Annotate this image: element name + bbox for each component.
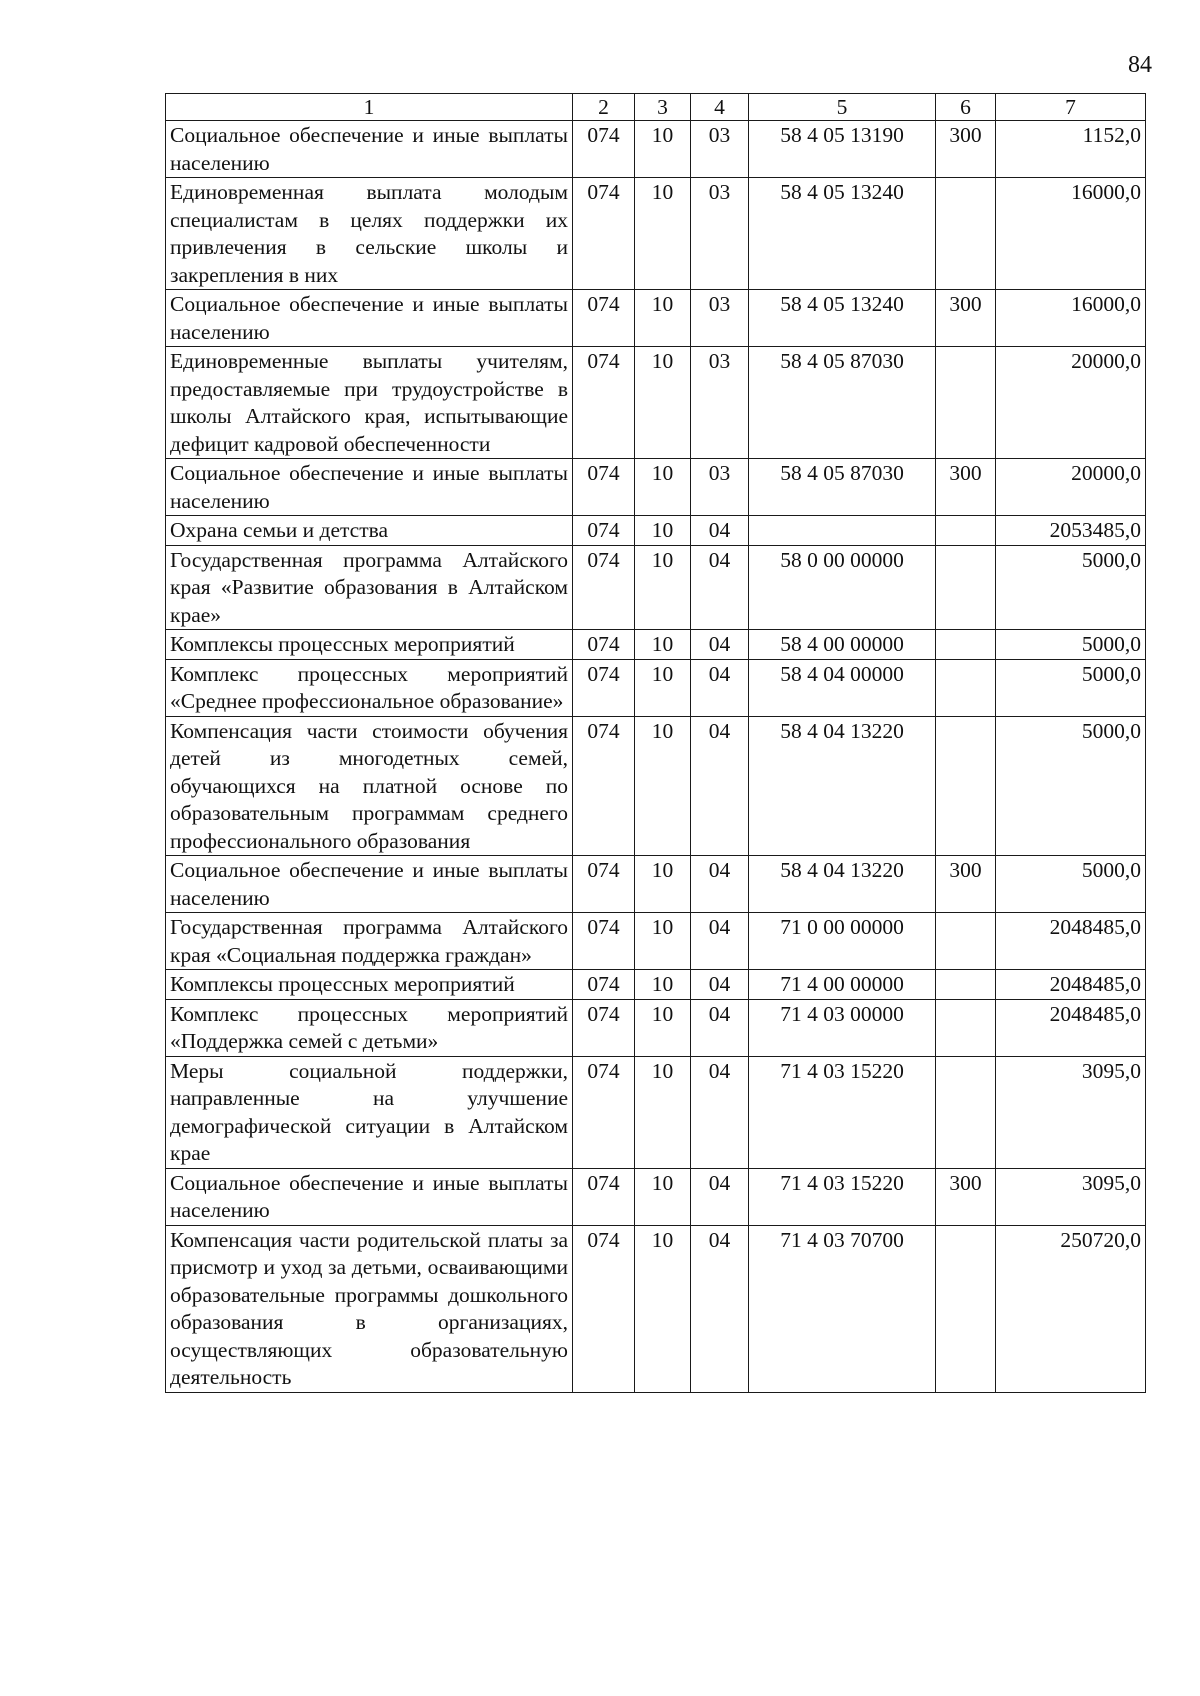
row-section: 10	[635, 716, 691, 856]
row-description: Социальное обеспечение и иные выплаты населению	[166, 1168, 573, 1225]
column-header: 4	[691, 94, 749, 121]
row-amount: 5000,0	[996, 630, 1146, 660]
row-target-article: 71 0 00 00000	[749, 913, 936, 970]
row-amount: 5000,0	[996, 659, 1146, 716]
row-section: 10	[635, 178, 691, 290]
row-subsection: 04	[691, 545, 749, 630]
table-row	[166, 178, 1146, 290]
row-ministry-code: 074	[573, 516, 635, 546]
row-ministry-code: 074	[573, 630, 635, 660]
row-target-article	[749, 516, 936, 546]
row-description: Единовременная выплата молодым специалистам в целях поддержки их привлечения в сельские школы и закрепления в них	[166, 178, 573, 290]
row-subsection: 04	[691, 1056, 749, 1168]
row-subsection: 04	[691, 913, 749, 970]
row-expense-type	[936, 178, 996, 290]
row-target-article: 71 4 03 00000	[749, 999, 936, 1056]
row-subsection: 03	[691, 459, 749, 516]
row-expense-type	[936, 630, 996, 660]
row-expense-type	[936, 1225, 996, 1392]
table-row	[166, 630, 1146, 660]
row-ministry-code: 074	[573, 290, 635, 347]
row-section: 10	[635, 516, 691, 546]
row-amount: 2048485,0	[996, 999, 1146, 1056]
row-description: Комплекс процессных мероприятий «Поддержка семей с детьми»	[166, 999, 573, 1056]
row-description: Единовременные выплаты учителям, предоставляемые при трудоустройстве в школы Алтайского края, испытывающие дефицит кадровой обеспеченности	[166, 347, 573, 459]
row-target-article: 58 4 00 00000	[749, 630, 936, 660]
row-description: Охрана семьи и детства	[166, 516, 573, 546]
row-amount: 2048485,0	[996, 913, 1146, 970]
row-ministry-code: 074	[573, 913, 635, 970]
row-target-article: 71 4 03 70700	[749, 1225, 936, 1392]
row-target-article: 58 4 04 13220	[749, 716, 936, 856]
column-header: 5	[749, 94, 936, 121]
row-expense-type: 300	[936, 856, 996, 913]
row-description: Социальное обеспечение и иные выплаты населению	[166, 290, 573, 347]
row-target-article: 58 4 05 87030	[749, 459, 936, 516]
row-amount: 5000,0	[996, 716, 1146, 856]
row-ministry-code: 074	[573, 178, 635, 290]
row-expense-type: 300	[936, 121, 996, 178]
row-amount: 3095,0	[996, 1168, 1146, 1225]
row-section: 10	[635, 630, 691, 660]
column-header: 3	[635, 94, 691, 121]
row-ministry-code: 074	[573, 459, 635, 516]
row-target-article: 71 4 03 15220	[749, 1168, 936, 1225]
row-section: 10	[635, 347, 691, 459]
row-ministry-code: 074	[573, 347, 635, 459]
row-section: 10	[635, 1168, 691, 1225]
table-row	[166, 970, 1146, 1000]
row-amount: 16000,0	[996, 178, 1146, 290]
row-expense-type	[936, 970, 996, 1000]
table-row	[166, 1168, 1146, 1225]
row-expense-type	[936, 716, 996, 856]
table-row	[166, 913, 1146, 970]
row-subsection: 04	[691, 1168, 749, 1225]
table-row	[166, 516, 1146, 546]
row-expense-type	[936, 516, 996, 546]
row-target-article: 58 4 04 00000	[749, 659, 936, 716]
table-header-row	[166, 94, 1146, 121]
row-section: 10	[635, 659, 691, 716]
row-amount: 3095,0	[996, 1056, 1146, 1168]
row-description: Комплексы процессных мероприятий	[166, 630, 573, 660]
row-target-article: 58 0 00 00000	[749, 545, 936, 630]
row-subsection: 04	[691, 659, 749, 716]
row-section: 10	[635, 856, 691, 913]
row-ministry-code: 074	[573, 121, 635, 178]
row-expense-type: 300	[936, 459, 996, 516]
column-header: 6	[936, 94, 996, 121]
row-subsection: 04	[691, 716, 749, 856]
row-expense-type	[936, 347, 996, 459]
row-section: 10	[635, 1225, 691, 1392]
table-row	[166, 999, 1146, 1056]
table-row	[166, 290, 1146, 347]
row-ministry-code: 074	[573, 999, 635, 1056]
column-header: 1	[166, 94, 573, 121]
row-subsection: 04	[691, 970, 749, 1000]
row-target-article: 58 4 05 13190	[749, 121, 936, 178]
row-subsection: 03	[691, 290, 749, 347]
row-subsection: 04	[691, 630, 749, 660]
page-number: 84	[1128, 52, 1152, 78]
table-row	[166, 716, 1146, 856]
row-subsection: 04	[691, 856, 749, 913]
row-ministry-code: 074	[573, 1168, 635, 1225]
row-description: Комплекс процессных мероприятий «Среднее профессиональное образование»	[166, 659, 573, 716]
table-row	[166, 347, 1146, 459]
row-section: 10	[635, 913, 691, 970]
row-amount: 1152,0	[996, 121, 1146, 178]
row-expense-type: 300	[936, 290, 996, 347]
table-row	[166, 1056, 1146, 1168]
row-target-article: 58 4 05 87030	[749, 347, 936, 459]
row-description: Социальное обеспечение и иные выплаты населению	[166, 856, 573, 913]
row-ministry-code: 074	[573, 1056, 635, 1168]
row-section: 10	[635, 290, 691, 347]
row-description: Меры социальной поддержки, направленные на улучшение демографической ситуации в Алтайском крае	[166, 1056, 573, 1168]
column-header: 2	[573, 94, 635, 121]
row-expense-type: 300	[936, 1168, 996, 1225]
row-ministry-code: 074	[573, 970, 635, 1000]
row-expense-type	[936, 659, 996, 716]
row-description: Социальное обеспечение и иные выплаты населению	[166, 459, 573, 516]
row-target-article: 71 4 00 00000	[749, 970, 936, 1000]
row-description: Государственная программа Алтайского края «Развитие образования в Алтайском крае»	[166, 545, 573, 630]
budget-table	[165, 93, 1146, 1393]
row-description: Социальное обеспечение и иные выплаты населению	[166, 121, 573, 178]
row-section: 10	[635, 1056, 691, 1168]
row-description: Государственная программа Алтайского края «Социальная поддержка граждан»	[166, 913, 573, 970]
row-subsection: 04	[691, 1225, 749, 1392]
row-target-article: 71 4 03 15220	[749, 1056, 936, 1168]
column-header: 7	[996, 94, 1146, 121]
row-subsection: 03	[691, 347, 749, 459]
row-amount: 250720,0	[996, 1225, 1146, 1392]
row-amount: 20000,0	[996, 347, 1146, 459]
row-section: 10	[635, 459, 691, 516]
row-amount: 2053485,0	[996, 516, 1146, 546]
row-amount: 16000,0	[996, 290, 1146, 347]
row-subsection: 03	[691, 178, 749, 290]
table-row	[166, 459, 1146, 516]
row-amount: 5000,0	[996, 545, 1146, 630]
table-row	[166, 856, 1146, 913]
table-row	[166, 1225, 1146, 1392]
row-description: Комплексы процессных мероприятий	[166, 970, 573, 1000]
row-ministry-code: 074	[573, 1225, 635, 1392]
row-target-article: 58 4 05 13240	[749, 290, 936, 347]
row-subsection: 04	[691, 516, 749, 546]
row-section: 10	[635, 545, 691, 630]
row-description: Компенсация части родительской платы за присмотр и уход за детьми, осваивающими образовательные программы дошкольного образования в организациях, осуществляющих образовательную деятельность	[166, 1225, 573, 1392]
row-amount: 20000,0	[996, 459, 1146, 516]
row-expense-type	[936, 999, 996, 1056]
table-row	[166, 659, 1146, 716]
row-section: 10	[635, 970, 691, 1000]
row-target-article: 58 4 04 13220	[749, 856, 936, 913]
row-expense-type	[936, 545, 996, 630]
row-section: 10	[635, 121, 691, 178]
table-row	[166, 121, 1146, 178]
row-subsection: 04	[691, 999, 749, 1056]
row-ministry-code: 074	[573, 545, 635, 630]
row-subsection: 03	[691, 121, 749, 178]
row-description: Компенсация части стоимости обучения детей из многодетных семей, обучающихся на платной основе по образовательным программам среднего профессионального образования	[166, 716, 573, 856]
row-expense-type	[936, 1056, 996, 1168]
row-section: 10	[635, 999, 691, 1056]
row-amount: 5000,0	[996, 856, 1146, 913]
row-expense-type	[936, 913, 996, 970]
row-amount: 2048485,0	[996, 970, 1146, 1000]
row-target-article: 58 4 05 13240	[749, 178, 936, 290]
row-ministry-code: 074	[573, 856, 635, 913]
row-ministry-code: 074	[573, 659, 635, 716]
table-body	[166, 121, 1146, 1393]
row-ministry-code: 074	[573, 716, 635, 856]
table-row	[166, 545, 1146, 630]
